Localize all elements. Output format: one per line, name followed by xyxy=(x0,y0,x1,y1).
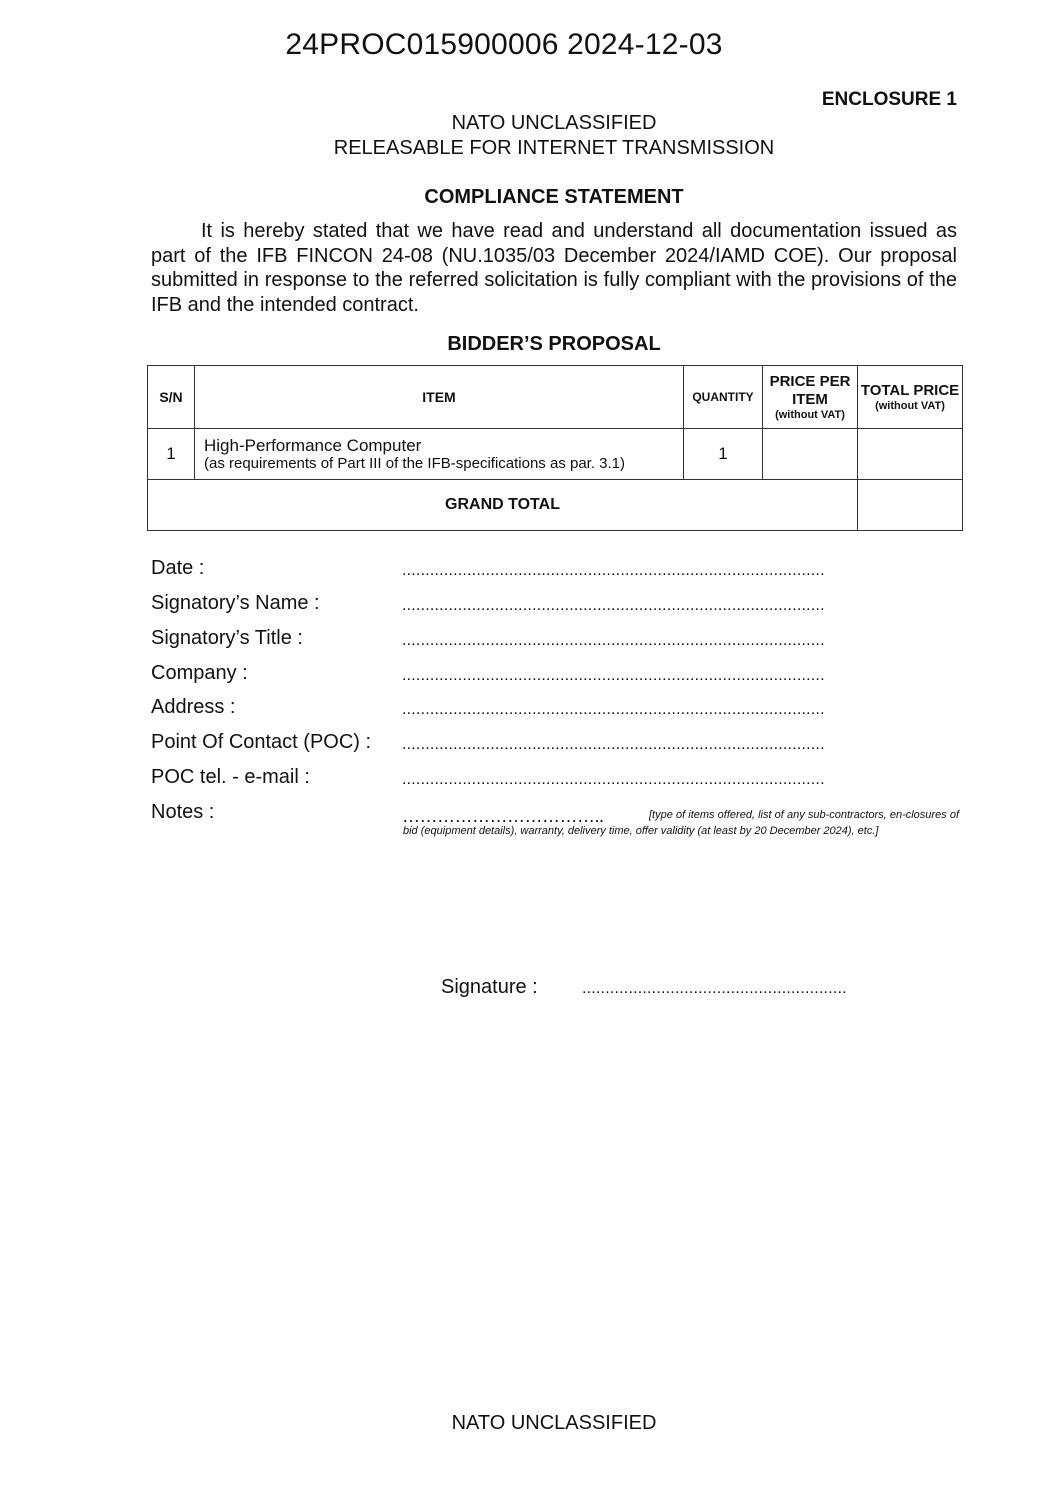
notes-field[interactable]: …………………………….. xyxy=(402,806,604,826)
signatory-title-label: Signatory’s Title : xyxy=(151,627,303,649)
signatory-title-field[interactable]: ........................................................................................... xyxy=(402,632,825,649)
row-total-price[interactable] xyxy=(858,429,963,480)
column-header-item: ITEM xyxy=(195,366,684,429)
enclosure-label: ENCLOSURE 1 xyxy=(821,89,957,110)
compliance-statement-title: COMPLIANCE STATEMENT xyxy=(424,186,684,208)
table-row xyxy=(148,429,963,480)
poc-label: Point Of Contact (POC) : xyxy=(151,731,372,753)
grand-total-label: GRAND TOTAL xyxy=(148,480,858,531)
grand-total-value[interactable] xyxy=(858,480,963,531)
price-per-item-label: PRICE PER ITEM xyxy=(769,373,851,408)
row-sn: 1 xyxy=(148,429,195,480)
address-label: Address : xyxy=(151,696,236,718)
document-reference: 24PROC015900006 2024-12-03 xyxy=(285,28,723,61)
grand-total-row xyxy=(148,480,963,531)
releasability-marking: RELEASABLE FOR INTERNET TRANSMISSION xyxy=(333,137,775,159)
row-item xyxy=(195,429,684,480)
signature-field[interactable]: ......................................................... xyxy=(582,980,847,997)
signatory-name-field[interactable]: ........................................................................................... xyxy=(402,597,825,614)
poc-contact-field[interactable]: ........................................................................................... xyxy=(402,771,825,788)
row-price-per-item[interactable] xyxy=(763,429,858,480)
column-header-price-per-item xyxy=(763,366,858,429)
compliance-statement-text: It is hereby stated that we have read and understand all documentation issued as part of the IFB FINCON 24-08 (NU.1035/03 December 2024/IAMD COE). Our proposal submitted in response to the referred solicitation is fully compliant with the provisions of the IFB and the intended contract. xyxy=(151,220,957,316)
item-name: High-Performance Computer xyxy=(204,435,422,455)
total-price-label: TOTAL PRICE xyxy=(860,382,960,399)
signatory-name-label: Signatory’s Name : xyxy=(151,592,320,614)
column-header-sn: S/N xyxy=(148,366,195,429)
column-header-quantity: QUANTITY xyxy=(684,366,763,429)
notes-hint: [type of items offered, list of any sub-contractors, en-closures of bid (equipment details), warranty, delivery time, offer validity (at least by 20 December 2024), etc.] xyxy=(403,809,959,837)
bidders-proposal-title: BIDDER’S PROPOSAL xyxy=(447,333,661,355)
company-field[interactable]: ........................................................................................... xyxy=(402,667,825,684)
total-price-vat-note: (without VAT) xyxy=(875,400,945,412)
footer-classification-marking: NATO UNCLASSIFIED xyxy=(451,1412,657,1434)
item-description: (as requirements of Part III of the IFB-specifications as par. 3.1) xyxy=(204,454,626,472)
date-label: Date : xyxy=(151,557,205,579)
address-field[interactable]: ........................................................................................... xyxy=(402,701,825,718)
notes-label: Notes : xyxy=(151,801,215,823)
classification-marking: NATO UNCLASSIFIED xyxy=(451,112,657,134)
table-header-row xyxy=(148,366,963,429)
price-per-item-vat-note: (without VAT) xyxy=(775,409,845,421)
company-label: Company : xyxy=(151,662,248,684)
column-header-total-price xyxy=(858,366,963,429)
poc-field[interactable]: ........................................................................................... xyxy=(402,736,825,753)
signature-label: Signature : xyxy=(441,976,538,998)
row-quantity: 1 xyxy=(684,429,763,480)
date-field[interactable]: ........................................................................................... xyxy=(402,562,825,579)
proposal-table xyxy=(147,365,963,531)
poc-contact-label: POC tel. - e-mail : xyxy=(151,766,310,788)
